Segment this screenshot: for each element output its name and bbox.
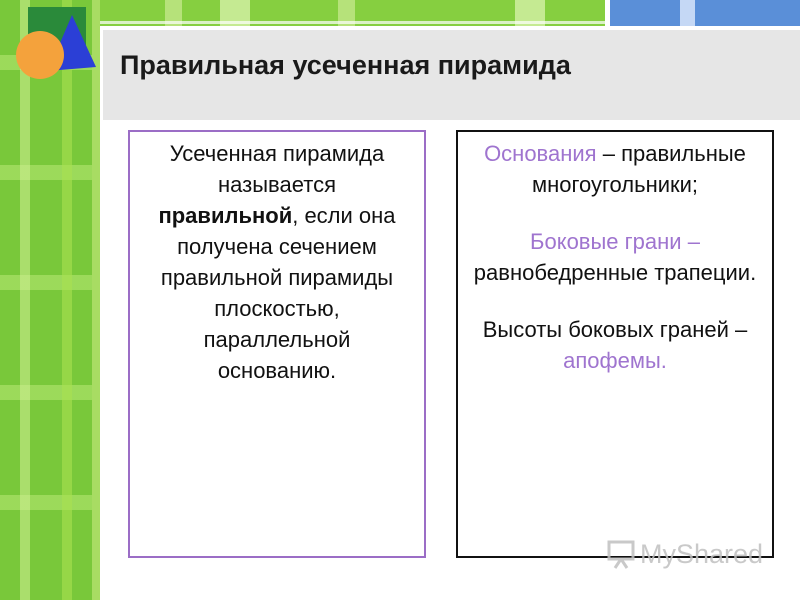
property-heights-term: апофемы. — [563, 348, 667, 373]
property-lateral-faces-term: Боковые грани – — [530, 229, 700, 254]
watermark-text: MyShared — [640, 538, 764, 569]
property-bases-dash: – — [596, 141, 622, 166]
orange-circle-shape — [16, 31, 64, 79]
slide-title: Правильная усеченная пирамида — [120, 50, 571, 80]
definition-part-2: , если она получена сечением правильной пирамиды плоскостью, параллельной основанию. — [160, 203, 396, 383]
property-lateral-faces — [472, 226, 758, 288]
property-bases — [472, 138, 758, 200]
presentation-board-icon — [606, 539, 636, 569]
geometric-shapes-logo — [8, 5, 98, 85]
properties-panel — [456, 130, 774, 558]
definition-panel — [128, 130, 426, 558]
property-heights — [472, 314, 758, 376]
left-decor-band — [0, 0, 100, 600]
property-lateral-faces-text: равнобедренные трапеции. — [473, 260, 757, 285]
watermark — [606, 536, 763, 572]
property-bases-term: Основания — [484, 141, 597, 166]
property-bases-text: правильные многоугольники; — [531, 141, 746, 197]
top-decor-band — [100, 0, 800, 26]
definition-bold-term: правильной — [158, 203, 293, 228]
definition-text — [154, 138, 400, 386]
definition-part-1: Усеченная пирамида называется — [169, 141, 385, 197]
property-heights-text: Высоты боковых граней – — [482, 317, 748, 342]
